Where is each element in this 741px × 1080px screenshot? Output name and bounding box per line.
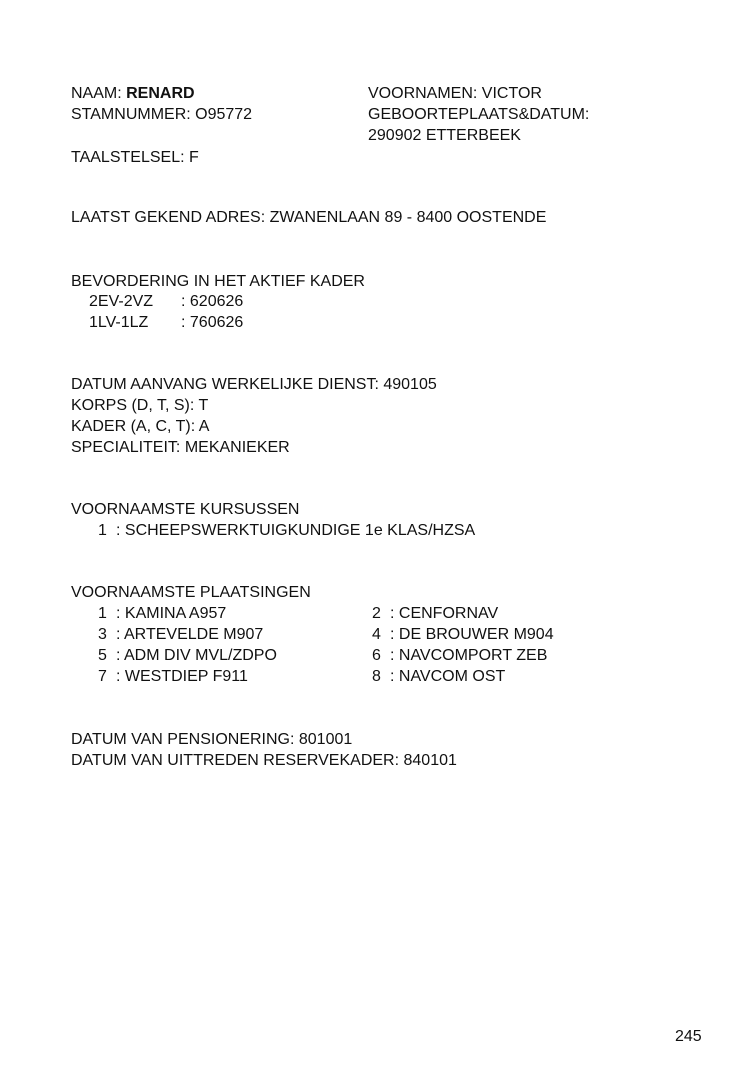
plaatsing-number: 5 xyxy=(98,647,107,664)
plaatsing-item xyxy=(98,625,263,646)
plaatsing-item xyxy=(372,625,554,646)
aanvang-line: DATUM AANVANG WERKELIJKE DIENST: 490105 xyxy=(71,376,437,393)
naam-value: RENARD xyxy=(126,85,195,102)
kursus-number: 1 xyxy=(98,522,107,539)
bevordering-heading: BEVORDERING IN HET AKTIEF KADER xyxy=(71,273,365,290)
geboorte-label: GEBOORTEPLAATS&DATUM: xyxy=(368,106,590,123)
bevordering-date: : 620626 xyxy=(181,293,244,310)
plaatsing-item xyxy=(98,604,226,625)
plaatsing-number: 3 xyxy=(98,626,107,643)
stamnummer-line: STAMNUMMER: O95772 xyxy=(71,106,253,123)
specialiteit-line: SPECIALITEIT: MEKANIEKER xyxy=(71,439,290,456)
plaatsing-text: : KAMINA A957 xyxy=(116,605,227,622)
taalstelsel-line: TAALSTELSEL: F xyxy=(71,149,199,166)
page-number: 245 xyxy=(675,1028,702,1045)
plaatsing-item xyxy=(372,667,505,688)
plaatsing-item xyxy=(372,646,547,667)
plaatsing-text: : CENFORNAV xyxy=(390,605,499,622)
voornamen-line: VOORNAMEN: VICTOR xyxy=(368,85,542,102)
naam-label: NAAM: xyxy=(71,85,122,102)
bevordering-item xyxy=(89,292,243,313)
plaatsing-item xyxy=(98,667,248,688)
plaatsing-text: : NAVCOM OST xyxy=(390,668,506,685)
plaatsing-text: : ARTEVELDE M907 xyxy=(116,626,264,643)
plaatsing-number: 1 xyxy=(98,605,107,622)
plaatsing-number: 2 xyxy=(372,605,381,622)
naam-line xyxy=(71,84,195,105)
geboorte-value: 290902 ETTERBEEK xyxy=(368,127,521,144)
kursus-text: : SCHEEPSWERKTUIGKUNDIGE 1e KLAS/HZSA xyxy=(116,522,476,539)
bevordering-item xyxy=(89,313,243,334)
plaatsing-item xyxy=(98,646,277,667)
kursus-item xyxy=(98,521,475,542)
plaatsingen-heading: VOORNAAMSTE PLAATSINGEN xyxy=(71,584,311,601)
korps-line: KORPS (D, T, S): T xyxy=(71,397,209,414)
plaatsing-text: : DE BROUWER M904 xyxy=(390,626,554,643)
bevordering-code: 1LV-1LZ xyxy=(89,314,149,331)
plaatsing-item xyxy=(372,604,498,625)
plaatsing-number: 7 xyxy=(98,668,107,685)
kursussen-heading: VOORNAAMSTE KURSUSSEN xyxy=(71,501,300,518)
adres-line: LAATST GEKEND ADRES: ZWANENLAAN 89 - 8400 OOSTENDE xyxy=(71,209,547,226)
plaatsing-text: : NAVCOMPORT ZEB xyxy=(390,647,548,664)
plaatsing-number: 4 xyxy=(372,626,381,643)
bevordering-date: : 760626 xyxy=(181,314,244,331)
uittreden-line: DATUM VAN UITTREDEN RESERVEKADER: 840101 xyxy=(71,752,457,769)
kader-line: KADER (A, C, T): A xyxy=(71,418,210,435)
plaatsing-number: 6 xyxy=(372,647,381,664)
bevordering-code: 2EV-2VZ xyxy=(89,293,154,310)
plaatsing-number: 8 xyxy=(372,668,381,685)
pensionering-line: DATUM VAN PENSIONERING: 801001 xyxy=(71,731,353,748)
plaatsing-text: : ADM DIV MVL/ZDPO xyxy=(116,647,277,664)
plaatsing-text: : WESTDIEP F911 xyxy=(116,668,248,685)
